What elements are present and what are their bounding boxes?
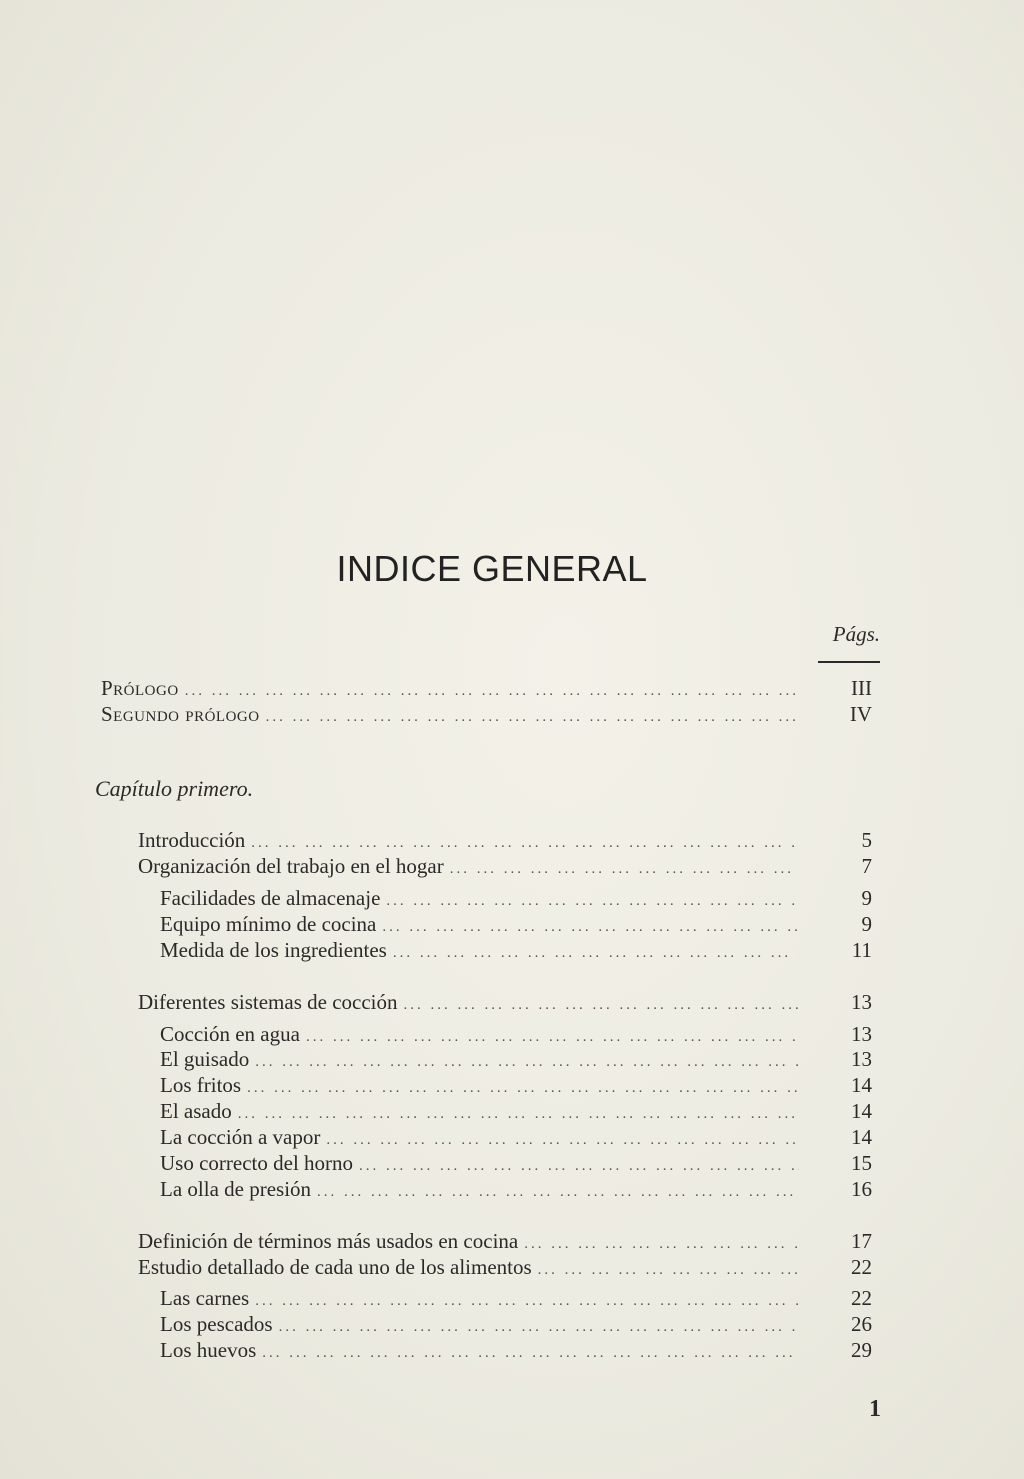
toc-entry xyxy=(160,1022,799,1048)
toc-entry-label: Organización del trabajo en el hogar xyxy=(138,854,444,878)
toc-entry-prologo xyxy=(101,676,799,702)
leader-dots xyxy=(185,683,799,700)
toc-entry-label: Segundo prólogo xyxy=(101,702,260,726)
leader-dots xyxy=(251,835,799,852)
toc-entry-page: 14 xyxy=(851,1073,872,1097)
toc-entry-page: 22 xyxy=(851,1286,872,1310)
leader-dots xyxy=(262,1345,799,1362)
toc-entry xyxy=(160,1312,799,1338)
toc-entry-page: 15 xyxy=(851,1151,872,1175)
toc-entry xyxy=(160,1125,799,1151)
toc-entry-page: 29 xyxy=(851,1338,872,1362)
toc-entry-page: 9 xyxy=(861,912,872,936)
toc-entry xyxy=(160,1177,799,1203)
toc-entry-label: Uso correcto del horno xyxy=(160,1151,354,1175)
toc-entry xyxy=(138,990,799,1016)
toc-entry-label: Introducción xyxy=(138,828,246,852)
leader-dots xyxy=(279,1319,799,1336)
toc-entry-page: 17 xyxy=(851,1229,872,1253)
toc-entry-page: 26 xyxy=(851,1312,872,1336)
leader-dots xyxy=(247,1080,799,1097)
toc-entry-page: 13 xyxy=(851,1047,872,1071)
toc-entry xyxy=(138,1255,799,1281)
leader-dots xyxy=(359,1158,799,1175)
toc-entry-page: 13 xyxy=(851,990,872,1014)
toc-entry-label: El asado xyxy=(160,1099,232,1123)
toc-entry-page: 14 xyxy=(851,1099,872,1123)
leader-dots xyxy=(238,1106,799,1123)
toc-entry-page: 22 xyxy=(851,1255,872,1279)
leader-dots xyxy=(317,1184,799,1201)
toc-entry-label: Diferentes sistemas de cocción xyxy=(138,990,398,1014)
leader-dots xyxy=(450,861,799,878)
toc-entry-label: Equipo mínimo de cocina xyxy=(160,912,377,936)
page-title: INDICE GENERAL xyxy=(336,548,648,589)
toc-entry-page: 9 xyxy=(861,886,872,910)
toc-entry xyxy=(160,1286,799,1312)
pages-column-header: Págs. xyxy=(832,622,880,646)
toc-entry-page: IV xyxy=(849,702,872,726)
toc-entry-label: Facilidades de almacenaje xyxy=(160,886,381,910)
leader-dots xyxy=(524,1236,799,1253)
leader-dots xyxy=(382,919,799,936)
toc-entry xyxy=(138,1229,799,1255)
toc-entry-label: Los huevos xyxy=(160,1338,257,1362)
toc-entry-page: 13 xyxy=(851,1022,872,1046)
toc-entry-page: 16 xyxy=(851,1177,872,1201)
toc-entry-label: La cocción a vapor xyxy=(160,1125,321,1149)
toc-entry xyxy=(160,886,799,912)
toc-entry-page: 14 xyxy=(851,1125,872,1149)
toc-entry-page: 7 xyxy=(861,854,872,878)
toc-entry xyxy=(160,1047,799,1073)
chapter-heading: Capítulo primero. xyxy=(95,776,254,801)
leader-dots xyxy=(255,1054,799,1071)
toc-entry-label: El guisado xyxy=(160,1047,250,1071)
toc-entry xyxy=(160,1099,799,1125)
leader-dots xyxy=(266,709,799,726)
leader-dots xyxy=(326,1132,799,1149)
toc-entry-label: La olla de presión xyxy=(160,1177,312,1201)
toc-entry-label: Definición de términos más usados en cocina xyxy=(138,1229,519,1253)
toc-entry xyxy=(160,1338,799,1364)
leader-dots xyxy=(538,1262,799,1279)
toc-entry-page: 11 xyxy=(851,938,872,962)
toc-entry-label: Estudio detallado de cada uno de los alimentos xyxy=(138,1255,532,1279)
toc-entry-segundo-prologo xyxy=(101,702,799,728)
toc-entry-page: III xyxy=(851,676,872,700)
leader-dots xyxy=(393,945,799,962)
toc-entry xyxy=(138,854,799,880)
toc-entry-label: Medida de los ingredientes xyxy=(160,938,387,962)
toc-entry-label: Prólogo xyxy=(101,676,179,700)
leader-dots xyxy=(404,997,800,1014)
toc-entry-label: Las carnes xyxy=(160,1286,250,1310)
toc-entry-page: 5 xyxy=(861,828,872,852)
leader-dots xyxy=(386,893,799,910)
toc-entry-label: Los pescados xyxy=(160,1312,273,1336)
toc-entry-label: Cocción en agua xyxy=(160,1022,300,1046)
header-rule xyxy=(818,661,880,663)
toc-entry xyxy=(138,828,799,854)
leader-dots xyxy=(255,1293,799,1310)
toc-entry xyxy=(160,938,799,964)
page-folio: 1 xyxy=(869,1396,881,1422)
toc-entry-label: Los fritos xyxy=(160,1073,242,1097)
toc-entry xyxy=(160,1151,799,1177)
leader-dots xyxy=(306,1029,799,1046)
toc-entry xyxy=(160,912,799,938)
toc-entry xyxy=(160,1073,799,1099)
